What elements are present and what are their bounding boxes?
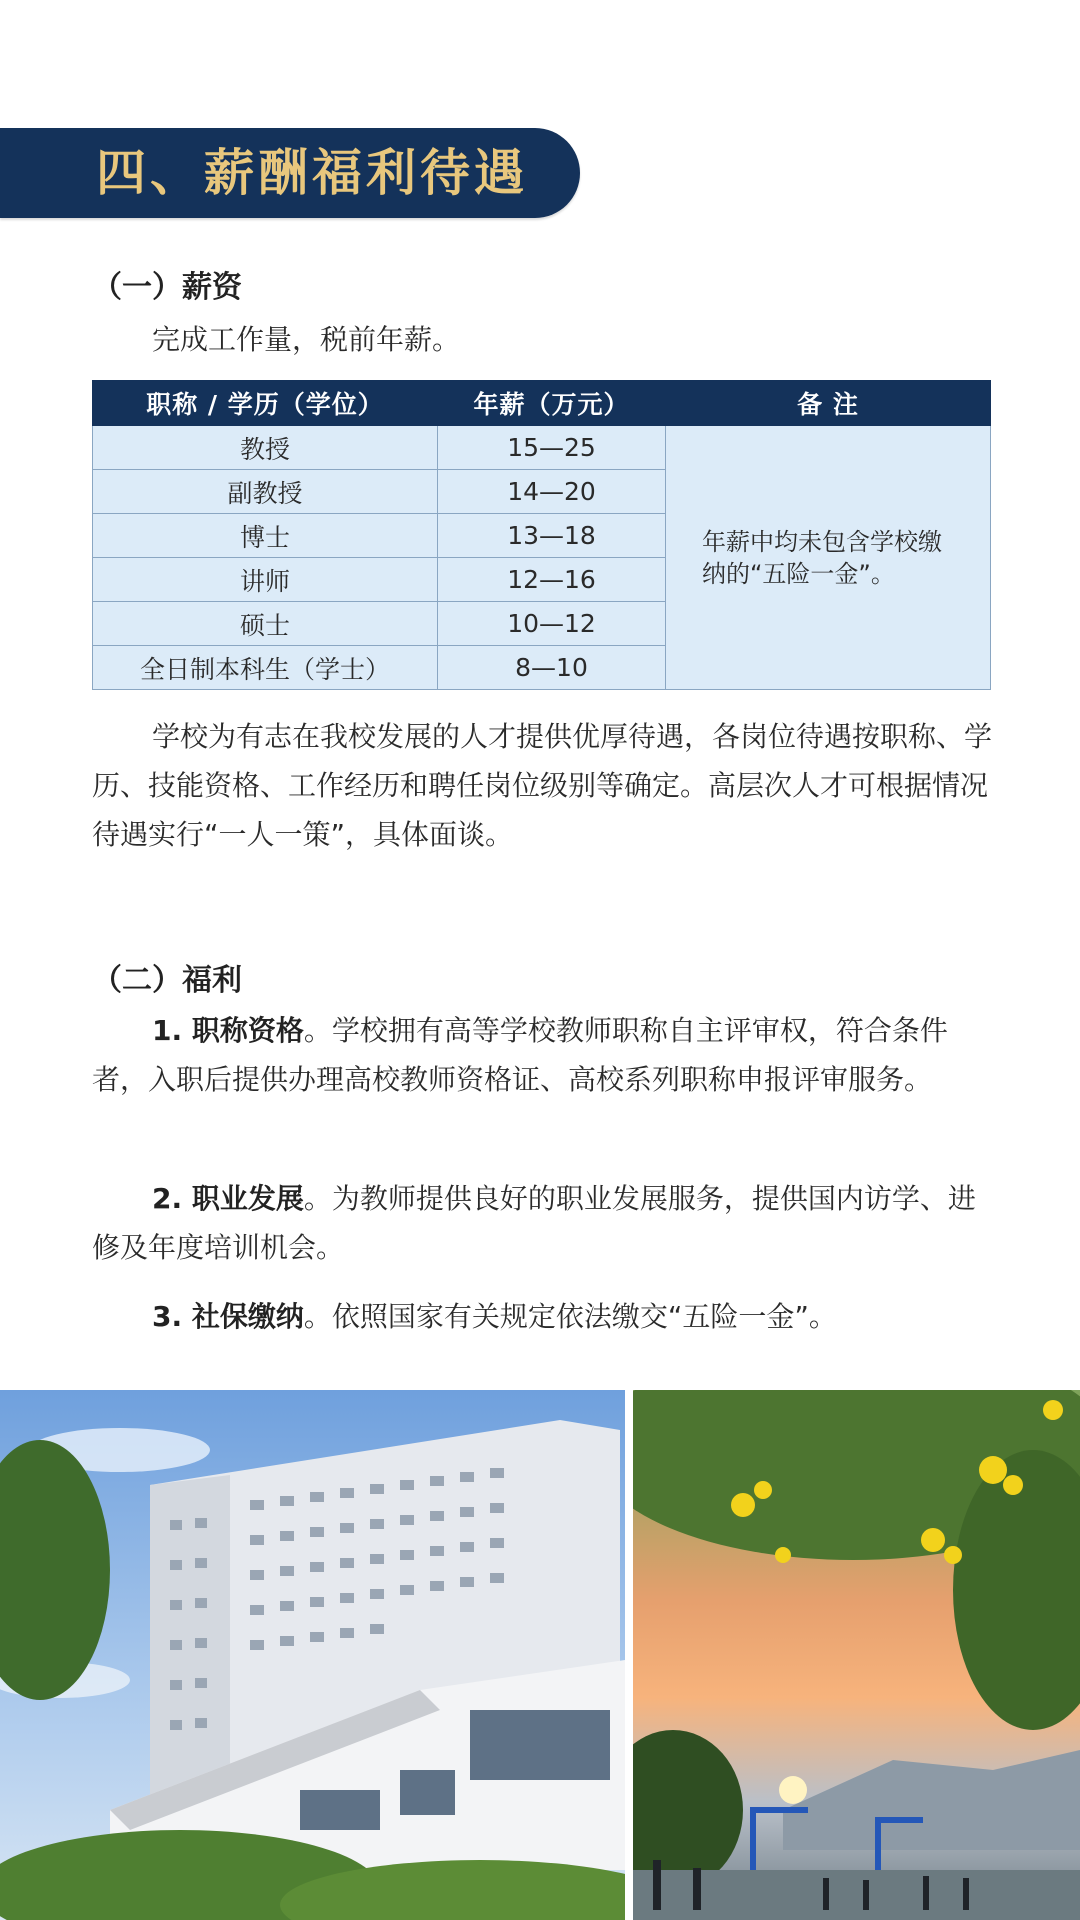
benefit-label: 3. 社保缴纳 (152, 1300, 304, 1333)
row-title: 硕士 (93, 602, 438, 646)
header-title: 职称 / 学历（学位） (93, 381, 438, 426)
campus-building-photo (0, 1390, 625, 1920)
benefit-text: 。为教师提供良好的职业发展服务，提供国内访学、进修及年度培训机会。 (92, 1182, 976, 1264)
salary-heading: （一）薪资 (92, 270, 242, 305)
table-row (93, 426, 991, 470)
salary-table (92, 380, 991, 690)
table-note: 年薪中均未包含学校缴纳的“五险一金”。 (666, 426, 991, 690)
row-pay: 10—12 (438, 602, 666, 646)
row-pay: 13—18 (438, 514, 666, 558)
row-pay: 14—20 (438, 470, 666, 514)
row-pay: 8—10 (438, 646, 666, 690)
header-note: 备 注 (666, 381, 991, 426)
benefit-item (92, 1292, 994, 1341)
row-title: 讲师 (93, 558, 438, 602)
salary-intro: 完成工作量，税前年薪。 (152, 323, 461, 356)
campus-playground-photo (633, 1390, 1080, 1920)
salary-description: 学校为有志在我校发展的人才提供优厚待遇，各岗位待遇按职称、学历、技能资格、工作经历和聘任岗位级别等确定。高层次人才可根据情况待遇实行“一人一策”，具体面谈。 (92, 720, 993, 851)
row-pay: 15—25 (438, 426, 666, 470)
row-title: 教授 (93, 426, 438, 470)
table-header-row (93, 381, 991, 426)
benefit-item (92, 1006, 994, 1104)
benefit-label: 1. 职称资格 (152, 1014, 304, 1047)
benefit-text: 。依照国家有关规定依法缴交“五险一金”。 (303, 1300, 837, 1333)
benefit-text: 。学校拥有高等学校教师职称自主评审权，符合条件者，入职后提供办理高校教师资格证、高校系列职称申报评审服务。 (92, 1014, 948, 1096)
row-title: 副教授 (93, 470, 438, 514)
benefit-label: 2. 职业发展 (152, 1182, 304, 1215)
section-title: 四、薪酬福利待遇 (96, 143, 528, 202)
benefit-item (92, 1174, 994, 1272)
row-title: 博士 (93, 514, 438, 558)
section-banner (0, 128, 580, 218)
row-title: 全日制本科生（学士） (93, 646, 438, 690)
header-pay: 年薪（万元） (438, 381, 666, 426)
benefits-heading: （二）福利 (92, 963, 242, 998)
row-pay: 12—16 (438, 558, 666, 602)
